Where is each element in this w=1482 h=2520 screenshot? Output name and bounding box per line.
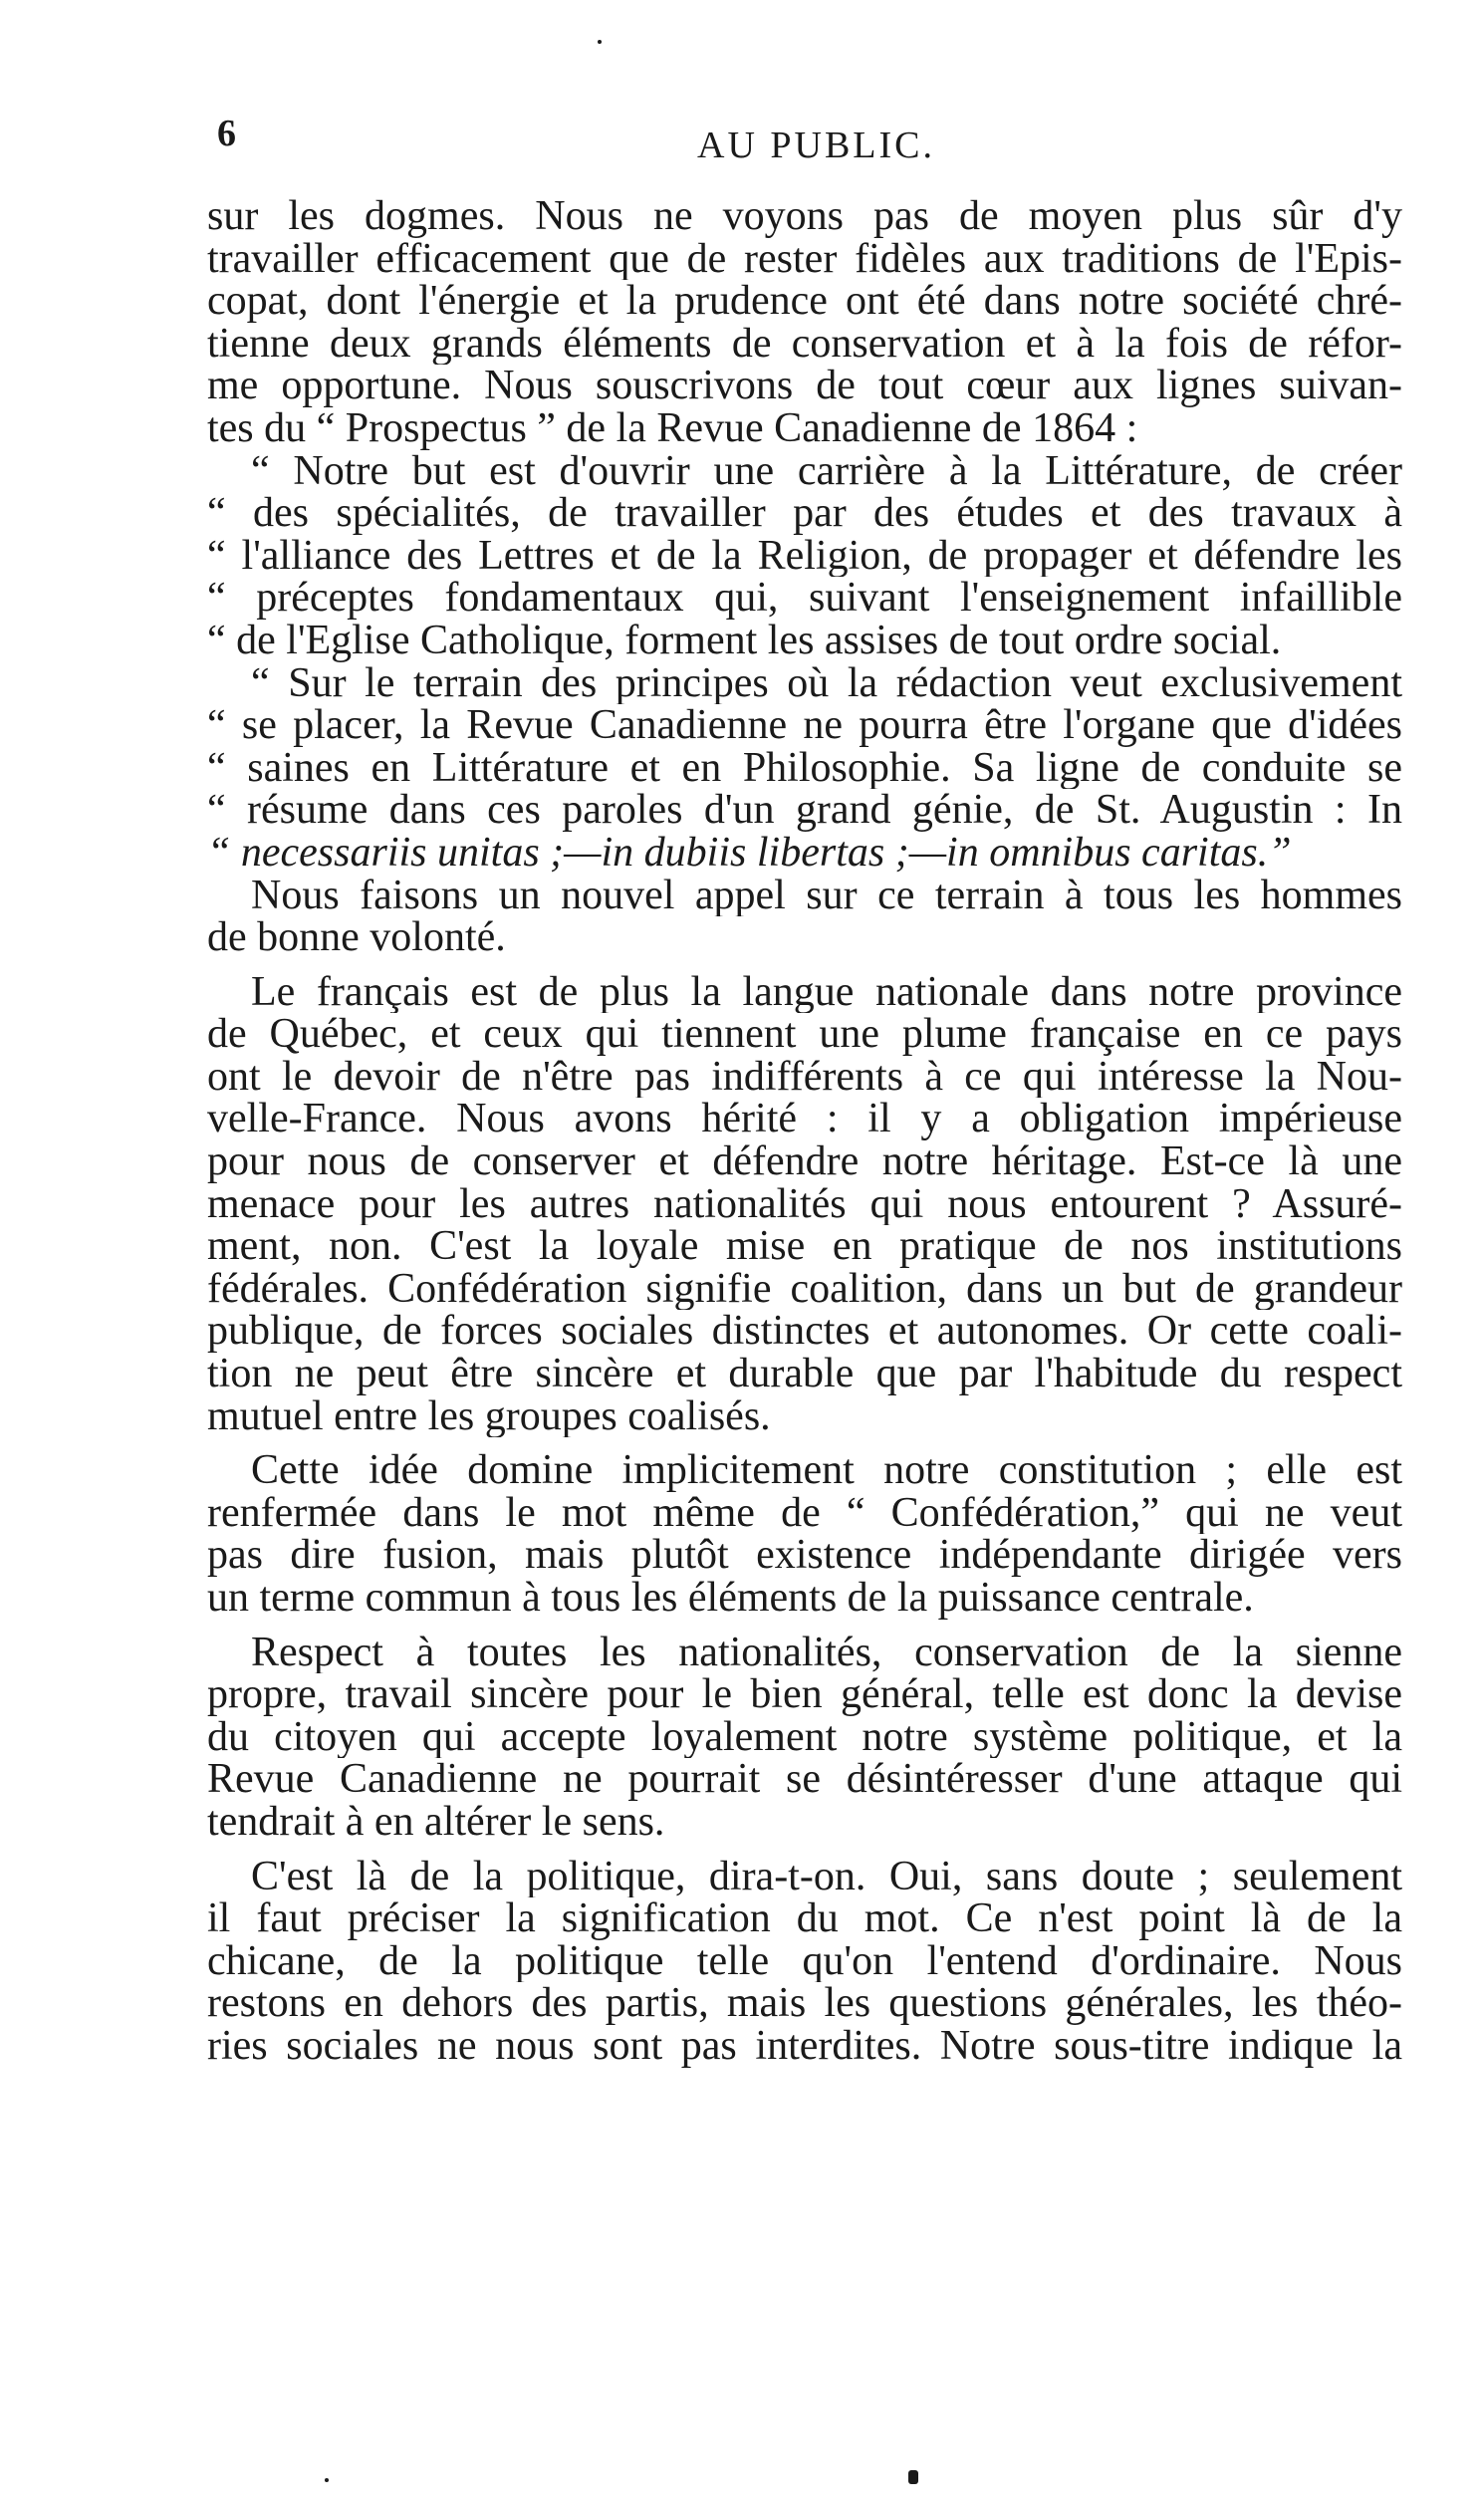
text-line: propre, travail sincère pour le bien général, telle est donc la devise (207, 1673, 1402, 1716)
quote-line: “ préceptes fondamentaux qui, suivant l'enseignement infaillible (207, 577, 1402, 620)
text-line: Respect à toutes les nationalités, conservation de la sienne (251, 1631, 1402, 1674)
text-line: tion ne peut être sincère et durable que par l'habitude du respect (207, 1353, 1402, 1395)
text-line: Nous faisons un nouvel appel sur ce terrain à tous les hommes (251, 874, 1402, 917)
page-number: 6 (217, 113, 236, 154)
text-line: du citoyen qui accepte loyalement notre système politique, et la (207, 1715, 1402, 1759)
ink-speck (598, 40, 602, 44)
text-line: renfermée dans le mot même de “ Confédération,” qui ne veut (207, 1491, 1402, 1535)
paragraph-gap (207, 959, 1402, 971)
text-line: un terme commun à tous les éléments de la puissance centrale. (207, 1577, 1254, 1620)
text-line: Le français est de plus la langue nationale dans notre province (251, 970, 1402, 1014)
quote-line: “ saines en Littérature et en Philosophie. Sa ligne de conduite se (207, 746, 1402, 790)
text-line: il faut préciser la signification du mot. Ce n'est point là de la (207, 1897, 1402, 1940)
text-line: C'est là de la politique, dira-t-on. Oui, sans doute ; seulement (251, 1855, 1402, 1898)
ink-speck (325, 2478, 329, 2482)
text-line: Revue Canadienne ne pourrait se désintéresser d'une attaque qui (207, 1758, 1402, 1801)
text-line: pas dire fusion, mais plutôt existence indépendante dirigée vers (207, 1534, 1402, 1577)
running-head: AU PUBLIC. (697, 125, 936, 166)
quote-line: “ se placer, la Revue Canadienne ne pourra être l'organe que d'idées (207, 704, 1402, 747)
paragraph-gap (207, 1844, 1402, 1856)
text-line: me opportune. Nous souscrivons de tout cœur aux lignes suivan- (207, 365, 1402, 407)
body-text (207, 195, 1402, 2068)
quote-line: “ l'alliance des Lettres et de la Religion, de propager et défendre les (207, 534, 1402, 578)
paragraph-gap (207, 1620, 1402, 1632)
text-line: tendrait à en altérer le sens. (207, 1800, 665, 1844)
paragraph-gap (207, 1437, 1402, 1449)
quote-line: “ de l'Eglise Catholique, forment les assises de tout ordre social. (207, 619, 1282, 662)
text-line: chicane, de la politique telle qu'on l'entend d'ordinaire. Nous (207, 1939, 1402, 1983)
quote-line: “ des spécialités, de travailler par des études et des travaux à (207, 492, 1402, 535)
text-line: copat, dont l'énergie et la prudence ont été dans notre société chré- (207, 280, 1402, 323)
text-line: velle-France. Nous avons hérité : il y a obligation impérieuse (207, 1098, 1402, 1141)
text-line: ont le devoir de n'être pas indifférents à ce qui intéresse la Nou- (207, 1055, 1402, 1099)
text-line: restons en dehors des partis, mais les questions générales, les théo- (207, 1982, 1402, 2025)
text-line: tienne deux grands éléments de conservation et à la fois de réfor- (207, 322, 1402, 366)
text-line: publique, de forces sociales distinctes et autonomes. Or cette coali- (207, 1310, 1402, 1354)
text-line: menace pour les autres nationalités qui nous entourent ? Assuré- (207, 1182, 1402, 1226)
text-line: Cette idée domine implicitement notre constitution ; elle est (251, 1449, 1402, 1492)
text-line: fédérales. Confédération signifie coalition, dans un but de grandeur (207, 1267, 1402, 1311)
text-line: ries sociales ne nous sont pas interdites. Notre sous-titre indique la (207, 2024, 1402, 2068)
text-line: sur les dogmes. Nous ne voyons pas de moyen plus sûr d'y (207, 195, 1402, 238)
text-line: de bonne volonté. (207, 916, 506, 959)
text-line: travailler efficacement que de rester fidèles aux traditions de l'Epis- (207, 237, 1402, 281)
text-line: pour nous de conserver et défendre notre héritage. Est-ce là une (207, 1140, 1402, 1183)
quote-line: “ necessariis unitas ;—in dubiis libertas ;—in omnibus caritas.” (207, 831, 1292, 875)
ink-speck (908, 2470, 918, 2484)
text-line: mutuel entre les groupes coalisés. (207, 1394, 771, 1438)
text-line: de Québec, et ceux qui tiennent une plume française en ce pays (207, 1013, 1402, 1056)
quote-line: “ Notre but est d'ouvrir une carrière à la Littérature, de créer (251, 449, 1402, 493)
quote-line: “ résume dans ces paroles d'un grand génie, de St. Augustin : In (207, 789, 1402, 832)
quote-line: “ Sur le terrain des principes où la rédaction veut exclusivement (251, 661, 1402, 705)
text-line: ment, non. C'est la loyale mise en pratique de nos institutions (207, 1225, 1402, 1268)
text-line: tes du “ Prospectus ” de la Revue Canadienne de 1864 : (207, 406, 1138, 450)
